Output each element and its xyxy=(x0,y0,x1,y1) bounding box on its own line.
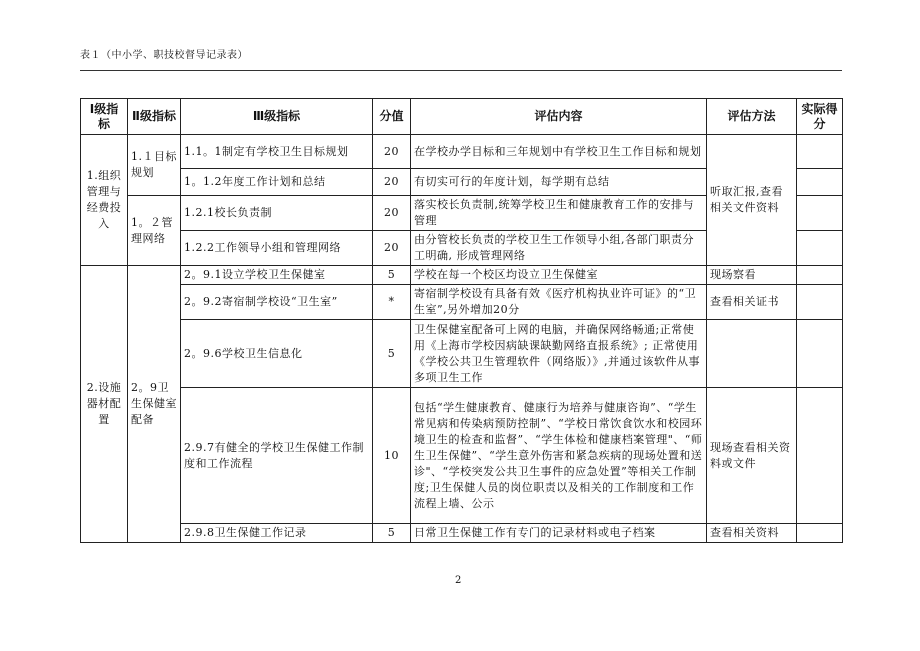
table-row xyxy=(81,524,843,543)
actual-score-cell[interactable] xyxy=(797,524,843,543)
header-method: 评估方法 xyxy=(707,99,797,135)
header-score: 分值 xyxy=(373,99,411,135)
table-caption: 表１（中小学、职技校督导记录表） xyxy=(80,50,248,61)
content-cell: 日常卫生保健工作有专门的记录材料或电子档案 xyxy=(411,524,707,543)
score-cell: 5 xyxy=(373,320,411,388)
content-cell: 学校在每一个校区均设立卫生保健室 xyxy=(411,266,707,285)
score-cell: * xyxy=(373,285,411,320)
content-cell: 落实校长负责制,统筹学校卫生和健康教育工作的安排与管理 xyxy=(411,196,707,231)
page-number: 2 xyxy=(455,575,462,586)
content-cell: 由分管校长负责的学校卫生工作领导小组,各部门职责分工明确, 形成管理网络 xyxy=(411,231,707,266)
level3-cell: 1.2.1校长负责制 xyxy=(181,196,373,231)
method-cell: 听取汇报,查看相关文件资料 xyxy=(707,135,797,266)
level3-cell: 1.1。1制定有学校卫生目标规划 xyxy=(181,135,373,169)
actual-score-cell[interactable] xyxy=(797,135,843,169)
actual-score-cell[interactable] xyxy=(797,320,843,388)
level3-cell: 1。1.2年度工作计划和总结 xyxy=(181,169,373,196)
content-cell: 包括“学生健康教育、健康行为培养与健康咨询”、“学生常见病和传染病预防控制”、“学校日常饮食饮水和校园环境卫生的检查和监督”、“学生体检和健康档案管理"、“师生卫生保健”、“学生意外伤害和紧急疾病的现场处置和送诊"、“学校突发公共卫生事件的应急处置”等相关工作制度;卫生保健人员的岗位职责以及相关的工作制度和工作流程上墙、公示 xyxy=(411,388,707,524)
level3-cell: 1.2.2工作领导小组和管理网络 xyxy=(181,231,373,266)
content-cell: 有切实可行的年度计划，每学期有总结 xyxy=(411,169,707,196)
table-row xyxy=(81,285,843,320)
actual-score-cell[interactable] xyxy=(797,285,843,320)
level2-cell: 1.１目标规划 xyxy=(128,135,181,196)
level2-cell: 2。9卫生保健室配备 xyxy=(128,266,181,543)
score-cell: 20 xyxy=(373,231,411,266)
level1-cell: 1.组织管理与经费投入 xyxy=(81,135,128,266)
actual-score-cell[interactable] xyxy=(797,231,843,266)
actual-score-cell[interactable] xyxy=(797,169,843,196)
level3-cell: 2。9.1设立学校卫生保健室 xyxy=(181,266,373,285)
level3-cell: 2.9.7有健全的学校卫生保健工作制度和工作流程 xyxy=(181,388,373,524)
table-row xyxy=(81,135,843,169)
method-cell xyxy=(707,320,797,388)
level3-cell: 2.9.8卫生保健工作记录 xyxy=(181,524,373,543)
score-cell: 20 xyxy=(373,196,411,231)
header-content: 评估内容 xyxy=(411,99,707,135)
header-level2: Ⅱ级指标 xyxy=(128,99,181,135)
method-cell: 查看相关证书 xyxy=(707,285,797,320)
level1-cell: 2.设施器材配置 xyxy=(81,266,128,543)
table-row xyxy=(81,266,843,285)
method-cell: 现场查看相关资料或文件 xyxy=(707,388,797,524)
header-row xyxy=(81,99,843,135)
score-cell: 5 xyxy=(373,524,411,543)
header-rule xyxy=(80,70,842,71)
table-row xyxy=(81,320,843,388)
content-cell: 在学校办学目标和三年规划中有学校卫生工作目标和规划 xyxy=(411,135,707,169)
level3-cell: 2。9.6学校卫生信息化 xyxy=(181,320,373,388)
level3-cell: 2。9.2寄宿制学校设“卫生室” xyxy=(181,285,373,320)
table-row xyxy=(81,388,843,524)
content-cell: 卫生保健室配备可上网的电脑，并确保网络畅通;正常使用《上海市学校因病缺课缺勤网络直报系统》; 正常使用《学校公共卫生管理软件（网络版）》,并通过该软件从事多项卫生工作 xyxy=(411,320,707,388)
header-actual-score: 实际得分 xyxy=(797,99,843,135)
score-cell: 20 xyxy=(373,169,411,196)
actual-score-cell[interactable] xyxy=(797,388,843,524)
score-cell: 10 xyxy=(373,388,411,524)
method-cell: 查看相关资料 xyxy=(707,524,797,543)
method-cell: 现场察看 xyxy=(707,266,797,285)
evaluation-table xyxy=(80,98,843,543)
header-level1: Ⅰ级指标 xyxy=(81,99,128,135)
level2-cell: 1。２管理网络 xyxy=(128,196,181,266)
actual-score-cell[interactable] xyxy=(797,196,843,231)
content-cell: 寄宿制学校设有具备有效《医疗机构执业许可证》的“卫生室”,另外增加20分 xyxy=(411,285,707,320)
score-cell: 20 xyxy=(373,135,411,169)
score-cell: 5 xyxy=(373,266,411,285)
actual-score-cell[interactable] xyxy=(797,266,843,285)
header-level3: Ⅲ级指标 xyxy=(181,99,373,135)
